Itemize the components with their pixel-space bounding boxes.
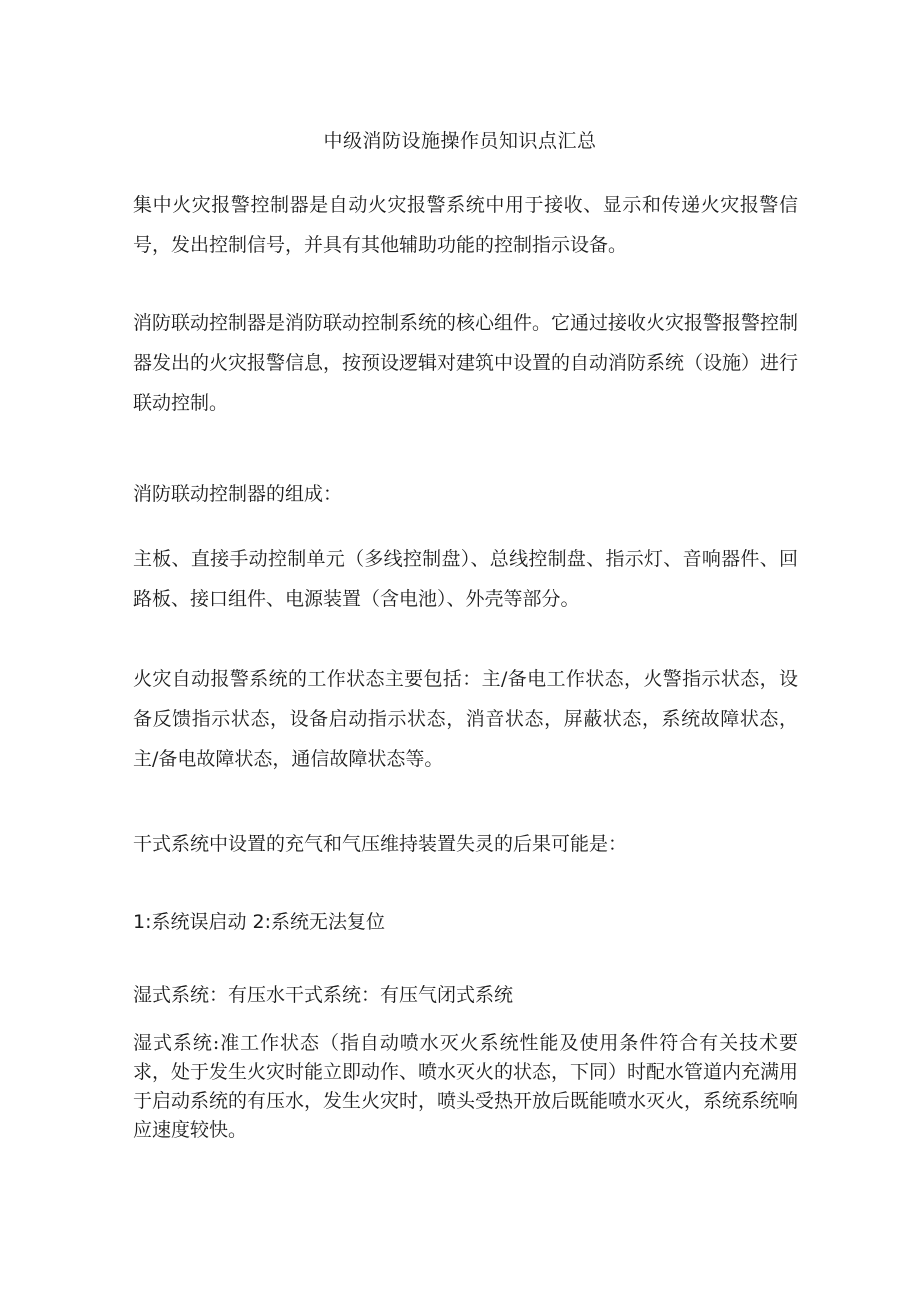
paragraph-linkage-composition-list: 主板、直接手动控制单元（多线控制盘）、总线控制盘、指示灯、音响器件、回路板、接口组件、电源装置（含电池）、外壳等部分。 <box>133 548 798 610</box>
paragraph-failure-consequences: 1:系统误启动 2:系统无法复位 <box>133 911 386 933</box>
document-title: 中级消防设施操作员知识点汇总 <box>323 130 597 152</box>
paragraph-working-states: 火灾自动报警系统的工作状态主要包括：主/备电工作状态，火警指示状态，设备反馈指示状态，设备启动指示状态，消音状态，屏蔽状态，系统故障状态，主/备电故障状态，通信故障状态等。 <box>133 668 798 770</box>
paragraph-wet-system-description: 湿式系统:准工作状态（指自动喷水灭火系统性能及使用条件符合有关技术要求，处于发生火灾时能立即动作、喷水灭火的状态，下同）时配水管道内充满用于启动系统的有压水，发生火灾时，喷头受热开放后既能喷水灭火，系统系统响应速度较快。 <box>133 1032 799 1141</box>
paragraph-centralized-alarm-controller: 集中火灾报警控制器是自动火灾报警系统中用于接收、显示和传递火灾报警信号，发出控制信号，并具有其他辅助功能的控制指示设备。 <box>133 194 798 256</box>
paragraph-dry-system-failure: 干式系统中设置的充气和气压维持装置失灵的后果可能是： <box>133 833 628 855</box>
paragraph-system-types: 湿式系统：有压水干式系统：有压气闭式系统 <box>133 984 514 1006</box>
paragraph-linkage-composition-heading: 消防联动控制器的组成： <box>133 483 343 505</box>
paragraph-linkage-controller: 消防联动控制器是消防联动控制系统的核心组件。它通过接收火灾报警报警控制器发出的火灾报警信息，按预设逻辑对建筑中设置的自动消防系统（设施）进行联动控制。 <box>133 312 799 414</box>
